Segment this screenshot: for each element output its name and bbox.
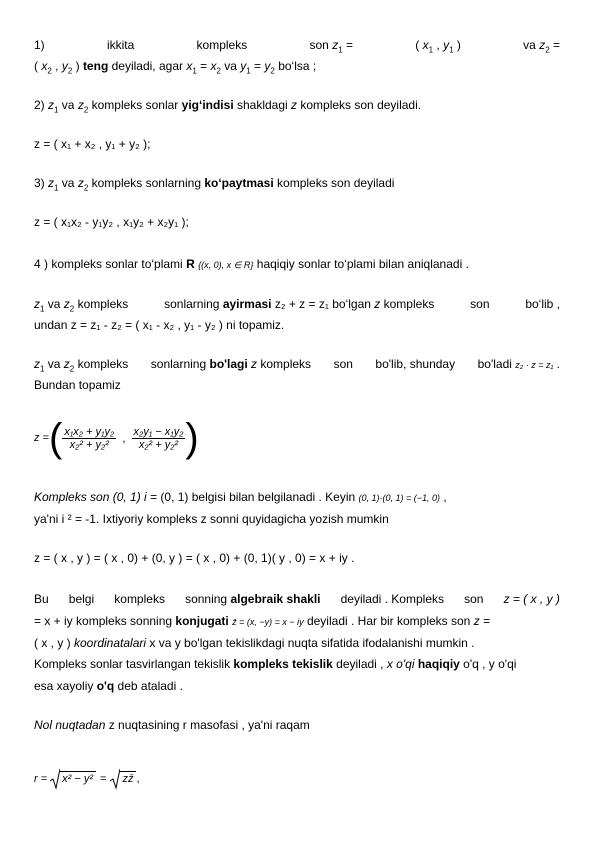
def-product-line: 3) $z_1$ va $z_2$ kompleks sonlarning ko‘paytmasi kompleks son deyiladi xyxy=(34,176,395,193)
algebraic-form-formula: z = ( x , y ) = ( x , 0) + (0, y ) = ( x , 0) + (0, 1)( y , 0) = x + iy . xyxy=(34,551,355,565)
def-equality-line-2: ( $x_2$ , $y_2$ ) teng deyiladi, agar $x_1 = x_2$ va $y_1 = y_2$ bo‘lsa ; xyxy=(34,59,317,76)
product-formula: z = ( x₁x₂ - y₁y₂ , x₁y₂ + x₂y₁ ); xyxy=(34,215,189,229)
def-quotient-line-2: Bundan topamiz xyxy=(34,378,121,392)
def-quotient-line-1: $z_1$ va $z_2$ kompleks sonlarning bo'lagi z kompleks son bo'lib, shunday bo'ladi z₂ · z = z₁ . xyxy=(34,357,560,374)
modulus-line: Nol nuqtadan z nuqtasining r masofasi , ya'ni raqam xyxy=(34,718,310,732)
def-difference-line-2: undan z = z₁ - z₂ = ( x₁ - x₂ , y₁ - y₂ ) ni topamiz. xyxy=(34,318,285,332)
def-sum-line: 2) $z_1$ va $z_2$ kompleks sonlar yig‘indisi shakldagi z kompleks son deyiladi. xyxy=(34,98,422,115)
algebraic-form-line-1: Bu belgi kompleks sonning algebraik shakli deyiladi . Kompleks son z = ( x , y ) xyxy=(34,592,560,606)
algebraic-form-line-3: ( x , y ) koordinatalari x va y bo'lgan tekislikdagi nuqta sifatida ifodalanishi mumkin . xyxy=(34,636,475,650)
real-subset-line: 4 ) kompleks sonlar to‘plami R {(x, 0), x ∈ R} haqiqiy sonlar to‘plami bilan aniqlanadi . xyxy=(34,257,469,271)
sqrt-sign-icon xyxy=(50,768,60,790)
imaginary-unit-line-1: Kompleks son (0, 1) i = (0, 1) belgisi bilan belgilanadi . Keyin (0, 1)·(0, 1) = (−1, 0) , xyxy=(34,490,447,504)
algebraic-form-line-2: = x + iy kompleks sonning konjugati z̄ = (x, −y) = x − iy deyiladi . Har bir kompleks son z = xyxy=(34,614,491,628)
sum-formula: z = ( x₁ + x₂ , y₁ + y₂ ); xyxy=(34,137,151,151)
algebraic-form-line-5: esa xayoliy o'q deb ataladi . xyxy=(34,679,183,693)
def-difference-line-1: $z_1$ va $z_2$ kompleks sonlarning ayirmasi z₂ + z = z₁ bo‘lgan z kompleks son bo‘lib , xyxy=(34,297,560,314)
def-equality-line-1: 1) ikkita kompleks son $z_1$ = ( $x_1$ , $y_1$ ) va $z_2$ = xyxy=(34,38,560,55)
quotient-formula: z = ( $\frac{\text{x₁x₂ + y₁y₂}}{\text{x₂² + y₂²}}$ , $\frac{\text{x₂y₁ − x₁y₂}}{\text{x₂² + y₂²}}$ ) xyxy=(34,416,199,460)
imaginary-unit-line-2: ya'ni i ² = -1. Ixtiyoriy kompleks z sonni quyidagicha yozish mumkin xyxy=(34,512,389,526)
modulus-formula: r = x² − y² = zz̄ , xyxy=(34,768,140,790)
sqrt-sign-icon xyxy=(110,768,120,790)
algebraic-form-line-4: Kompleks sonlar tasvirlangan tekislik kompleks tekislik deyiladi , x o'qi haqiqiy o'q , y o'qi xyxy=(34,657,517,671)
